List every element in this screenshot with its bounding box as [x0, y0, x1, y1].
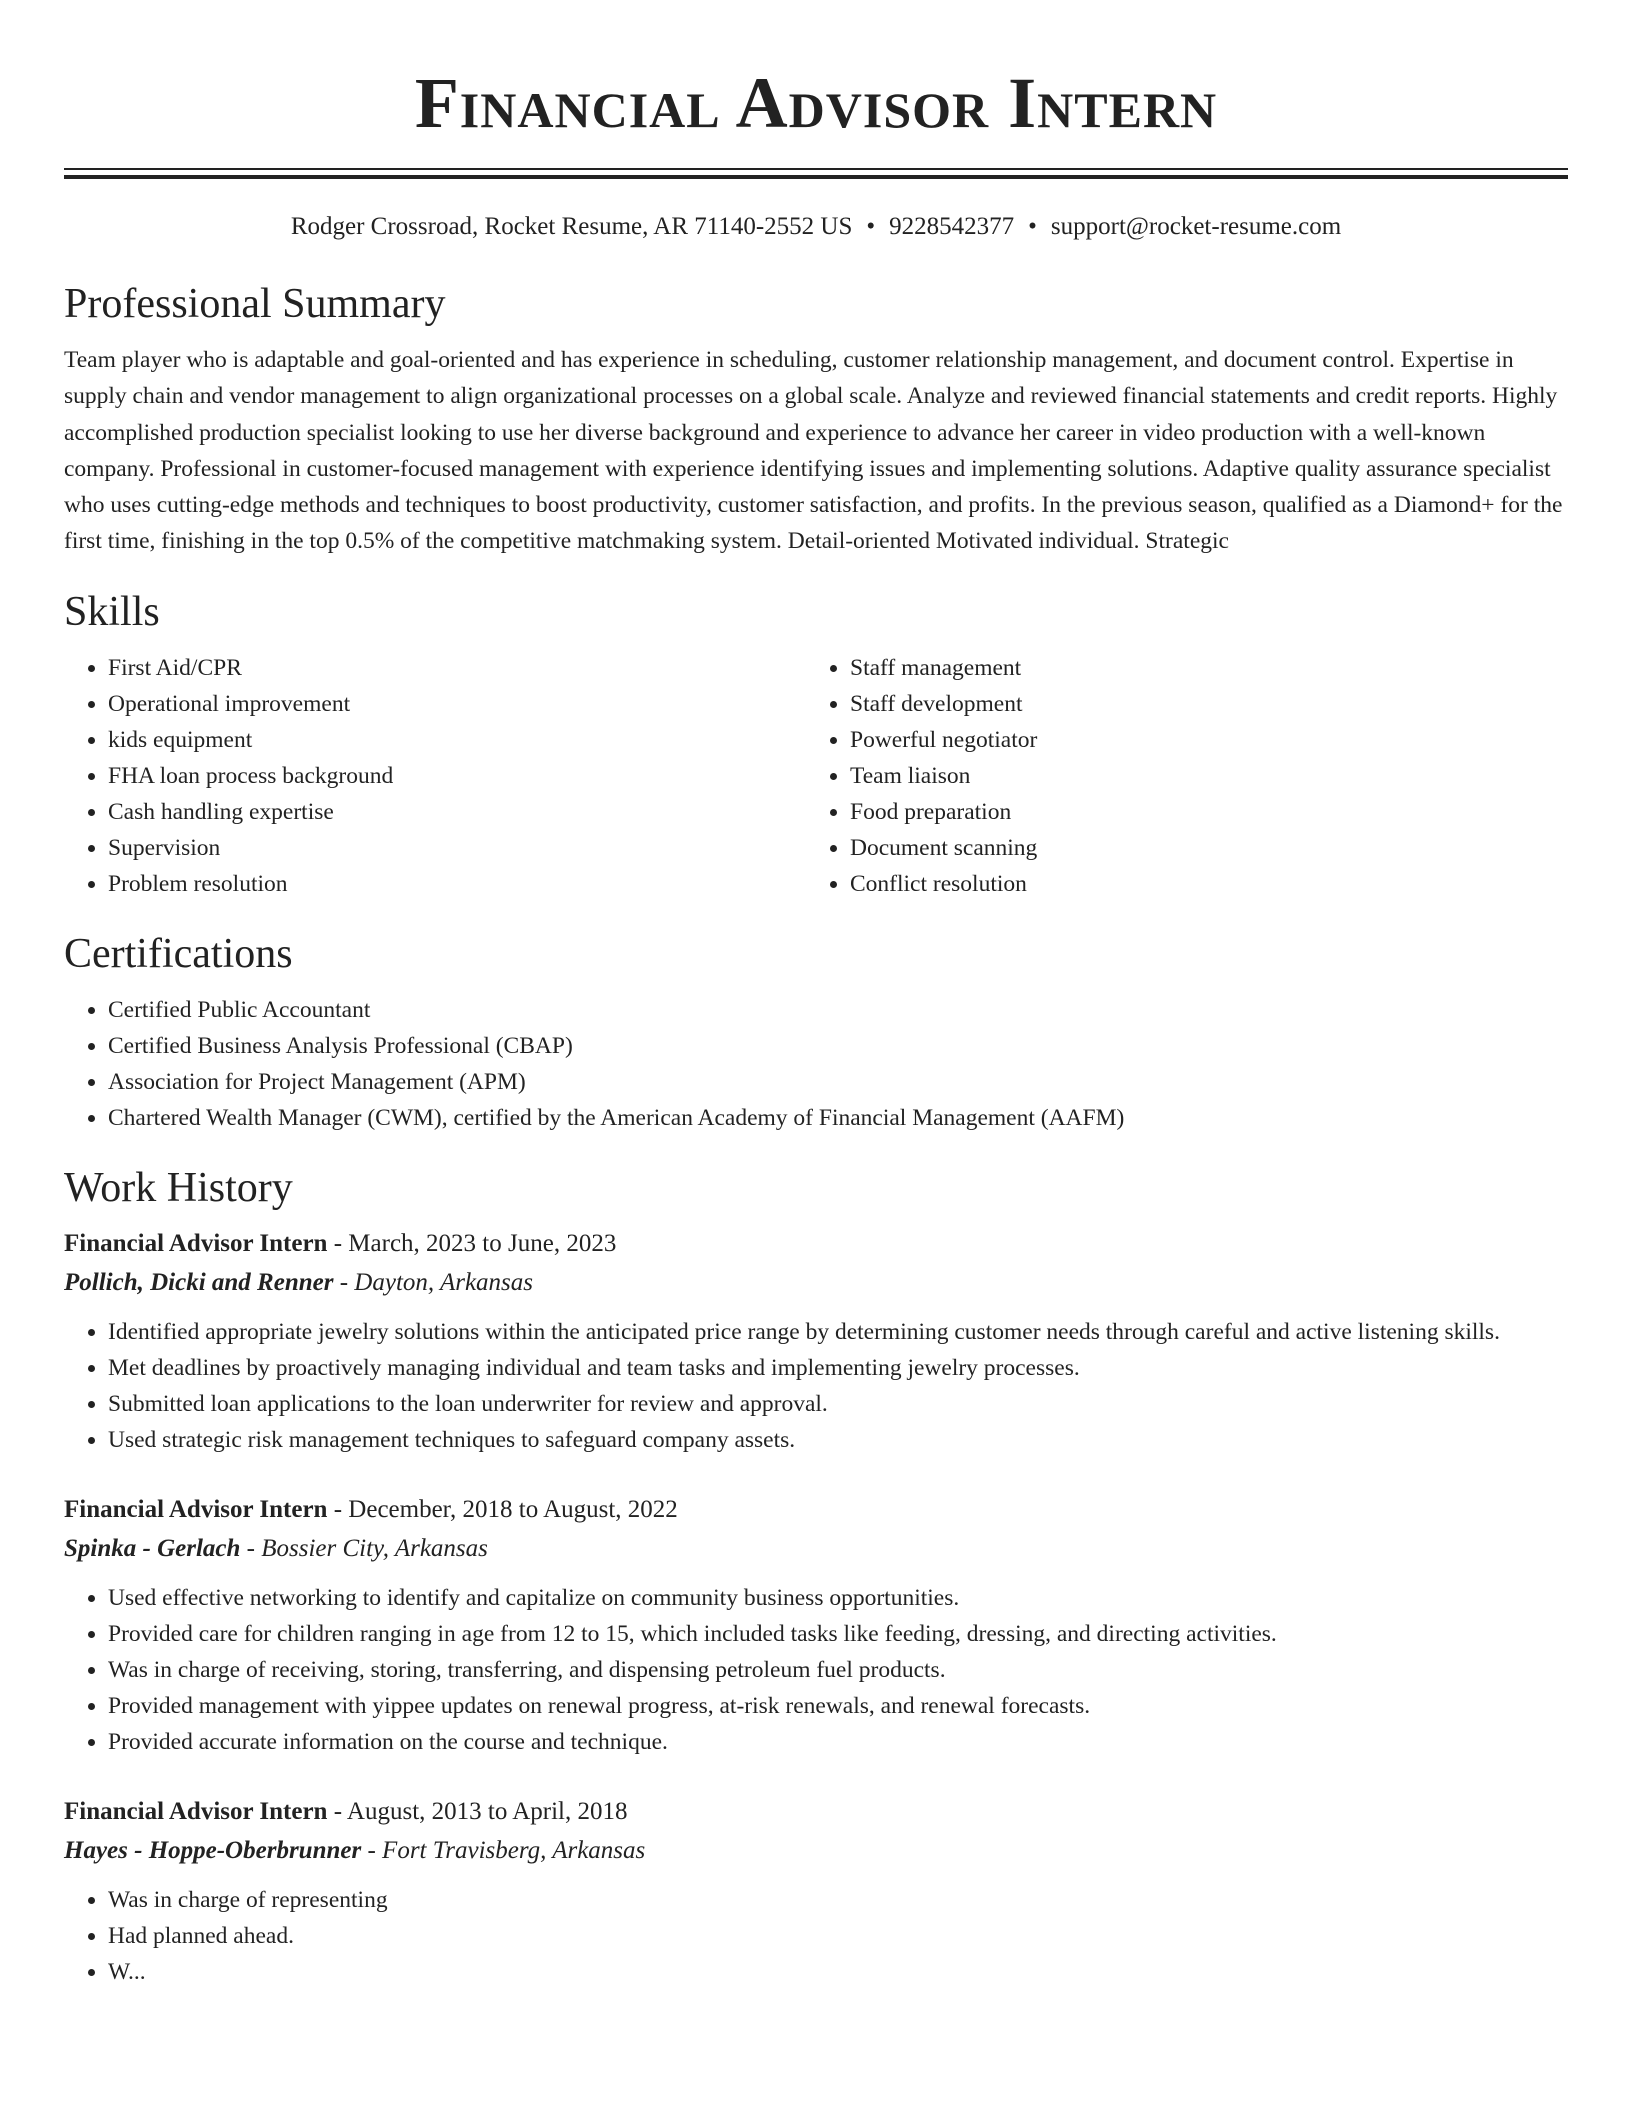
- skills-list-left: [64, 650, 806, 902]
- skill-item: • Food preparation: [850, 794, 1548, 830]
- divider-thick-line: [64, 175, 1568, 179]
- job-title-line: Financial Advisor Intern - August, 2013 to April, 2018: [64, 1797, 628, 1825]
- summary-heading: Professional Summary: [64, 281, 446, 327]
- certifications-section: [64, 928, 1568, 1136]
- job-bullets: [64, 1314, 1568, 1458]
- contact-address: Rodger Crossroad, Rocket Resume, AR 71140-2552 US: [290, 213, 853, 240]
- skill-item: • Staff management: [850, 650, 1548, 686]
- skills-section: [64, 586, 1568, 902]
- job-company-line: Hayes - Hoppe-Oberbrunner - Fort Travisberg, Arkansas: [64, 1836, 646, 1864]
- contact-separator: •: [866, 213, 876, 240]
- contact-separator: •: [1028, 213, 1037, 240]
- skills-list-right: [806, 650, 1548, 902]
- job-bullet: • Had planned ahead.: [108, 1918, 1568, 1954]
- job-company-line: Pollich, Dicki and Renner - Dayton, Arkansas: [64, 1268, 533, 1296]
- certifications-list: [64, 992, 1568, 1136]
- work-history-section: [64, 1162, 1568, 1990]
- job-location: Fort Travisberg, Arkansas: [382, 1836, 646, 1864]
- skills-columns: [64, 650, 1568, 902]
- skill-item: • Team liaison: [850, 758, 1548, 794]
- skill-item: • Document scanning: [850, 830, 1548, 866]
- job-bullet: • Was in charge of representing: [108, 1882, 1568, 1918]
- skill-item: • First Aid/CPR: [108, 650, 806, 686]
- job-entry: [64, 1224, 1568, 1458]
- job-bullet: • Identified appropriate jewelry solutions within the anticipated price range by determining customer needs through careful and active listening skills.: [108, 1314, 1568, 1350]
- job-dates: August, 2013 to April, 2018: [346, 1797, 628, 1825]
- work-history-heading: Work History: [64, 1164, 293, 1211]
- skill-item: • Staff development: [850, 686, 1548, 722]
- job-company: Hayes - Hoppe-Oberbrunner: [64, 1836, 362, 1864]
- job-bullet: • Provided accurate information on the course and technique.: [108, 1724, 1568, 1760]
- job-bullet: • Used effective networking to identify and capitalize on community business opportunities.: [108, 1580, 1568, 1616]
- certification-item: • Certified Public Accountant: [108, 992, 1568, 1028]
- title-divider: [64, 168, 1568, 180]
- job-title-line: Financial Advisor Intern - March, 2023 to June, 2023: [64, 1229, 617, 1257]
- divider-thin-line: [64, 168, 1568, 170]
- job-title: Financial Advisor Intern: [64, 1495, 328, 1523]
- certification-item: • Certified Business Analysis Professional (CBAP): [108, 1028, 1568, 1064]
- job-bullets: [64, 1580, 1568, 1760]
- job-location: Bossier City, Arkansas: [261, 1534, 488, 1562]
- contact-email[interactable]: support@rocket-resume.com: [1050, 213, 1342, 240]
- job-bullet: • Provided management with yippee updates on renewal progress, at-risk renewals, and renewal forecasts.: [108, 1688, 1568, 1724]
- job-bullet: • Provided care for children ranging in age from 12 to 15, which included tasks like feeding, dressing, and directing activities.: [108, 1616, 1568, 1652]
- job-company: Spinka - Gerlach: [64, 1534, 241, 1562]
- summary-section: [64, 278, 1568, 560]
- resume-page: [64, 0, 1568, 1990]
- job-bullet: • Submitted loan applications to the loan underwriter for review and approval.: [108, 1386, 1568, 1422]
- skills-heading: Skills: [64, 588, 160, 635]
- job-title-line: Financial Advisor Intern - December, 2018 to August, 2022: [64, 1495, 678, 1523]
- summary-text: Team player who is adaptable and goal-oriented and has experience in scheduling, customer relationship management, and document control. Expertise in supply chain and vendor management to align organizational processes on a global scale. Analyze and reviewed financial statements and credit reports. Highly accomplished production specialist looking to use her diverse background and experience to advance her career in video production with a well-known company. Professional in customer-focused management with experience identifying issues and implementing solutions. Adaptive quality assurance specialist who uses cutting-edge methods and techniques to boost productivity, customer satisfaction, and profits. In the previous season, qualified as a Diamond+ for the first time, finishing in the top 0.5% of the competitive matchmaking system. Detail-oriented Motivated individual. Strategic: [64, 347, 1563, 555]
- skill-item: • Powerful negotiator: [850, 722, 1548, 758]
- job-dates: December, 2018 to August, 2022: [348, 1495, 678, 1523]
- certification-item: • Association for Project Management (APM): [108, 1064, 1568, 1100]
- job-entry: [64, 1490, 1568, 1760]
- job-bullet: • Was in charge of receiving, storing, transferring, and dispensing petroleum fuel products.: [108, 1652, 1568, 1688]
- skill-item: • FHA loan process background: [108, 758, 806, 794]
- resume-title: Financial Advisor Intern: [414, 63, 1218, 143]
- skill-item: • Supervision: [108, 830, 806, 866]
- skills-column-right: [806, 650, 1548, 902]
- job-bullets: [64, 1882, 1568, 1990]
- job-title: Financial Advisor Intern: [64, 1797, 328, 1825]
- skill-item: • Conflict resolution: [850, 866, 1548, 902]
- skill-item: • Problem resolution: [108, 866, 806, 902]
- job-title: Financial Advisor Intern: [64, 1229, 328, 1257]
- contact-line: [64, 210, 1568, 244]
- job-bullet: • Met deadlines by proactively managing individual and team tasks and implementing jewelry processes.: [108, 1350, 1568, 1386]
- certification-item: • Chartered Wealth Manager (CWM), certified by the American Academy of Financial Management (AAFM): [108, 1100, 1568, 1136]
- skills-column-left: [64, 650, 806, 902]
- job-entry: [64, 1792, 1568, 1990]
- contact-phone: 9228542377: [889, 213, 1015, 240]
- job-company-line: Spinka - Gerlach - Bossier City, Arkansas: [64, 1534, 488, 1562]
- job-bullet: • W...: [108, 1954, 1568, 1990]
- job-company: Pollich, Dicki and Renner: [64, 1268, 334, 1296]
- job-location: Dayton, Arkansas: [354, 1268, 533, 1296]
- skill-item: • Cash handling expertise: [108, 794, 806, 830]
- skill-item: • kids equipment: [108, 722, 806, 758]
- certifications-heading: Certifications: [64, 930, 293, 977]
- skill-item: • Operational improvement: [108, 686, 806, 722]
- job-bullet: • Used strategic risk management techniques to safeguard company assets.: [108, 1422, 1568, 1458]
- job-dates: March, 2023 to June, 2023: [348, 1229, 617, 1257]
